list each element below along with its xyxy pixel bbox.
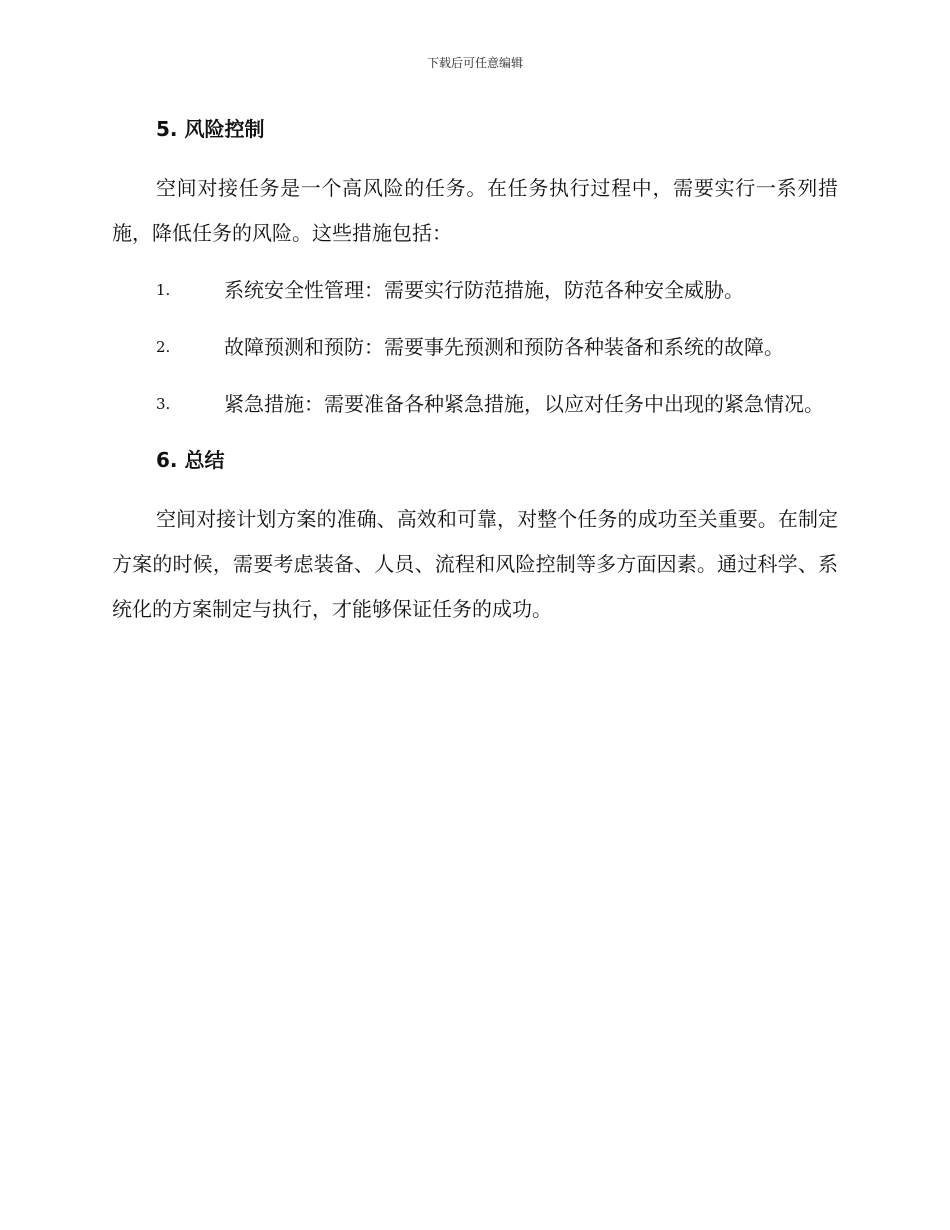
list-item <box>112 268 838 313</box>
section-heading-summary: 6. 总结 <box>156 448 225 472</box>
risk-control-intro-paragraph: 空间对接任务是一个高风险的任务。在任务执行过程中，需要实行一系列措施，降低任务的风险。这些措施包括： <box>112 176 838 245</box>
list-item-number: 3. <box>156 395 171 413</box>
list-item-text: 系统安全性管理：需要实行防范措施，防范各种安全威胁。 <box>224 278 744 302</box>
list-item-number: 1. <box>156 281 171 299</box>
page-header-note: 下载后可任意编辑 <box>426 56 523 70</box>
list-item-number: 2. <box>156 338 171 356</box>
document-body <box>112 110 838 632</box>
list-item-text: 紧急措施：需要准备各种紧急措施，以应对任务中出现的紧急情况。 <box>224 392 824 416</box>
section-heading-risk-control: 5. 风险控制 <box>156 117 265 141</box>
summary-paragraph: 空间对接计划方案的准确、高效和可靠，对整个任务的成功至关重要。在制定方案的时候，需要考虑装备、人员、流程和风险控制等多方面因素。通过科学、系统化的方案制定与执行，才能够保证任务的成功。 <box>112 507 838 621</box>
list-item <box>112 382 838 427</box>
list-item-text: 故障预测和预防：需要事先预测和预防各种装备和系统的故障。 <box>224 335 784 359</box>
list-item <box>112 325 838 370</box>
